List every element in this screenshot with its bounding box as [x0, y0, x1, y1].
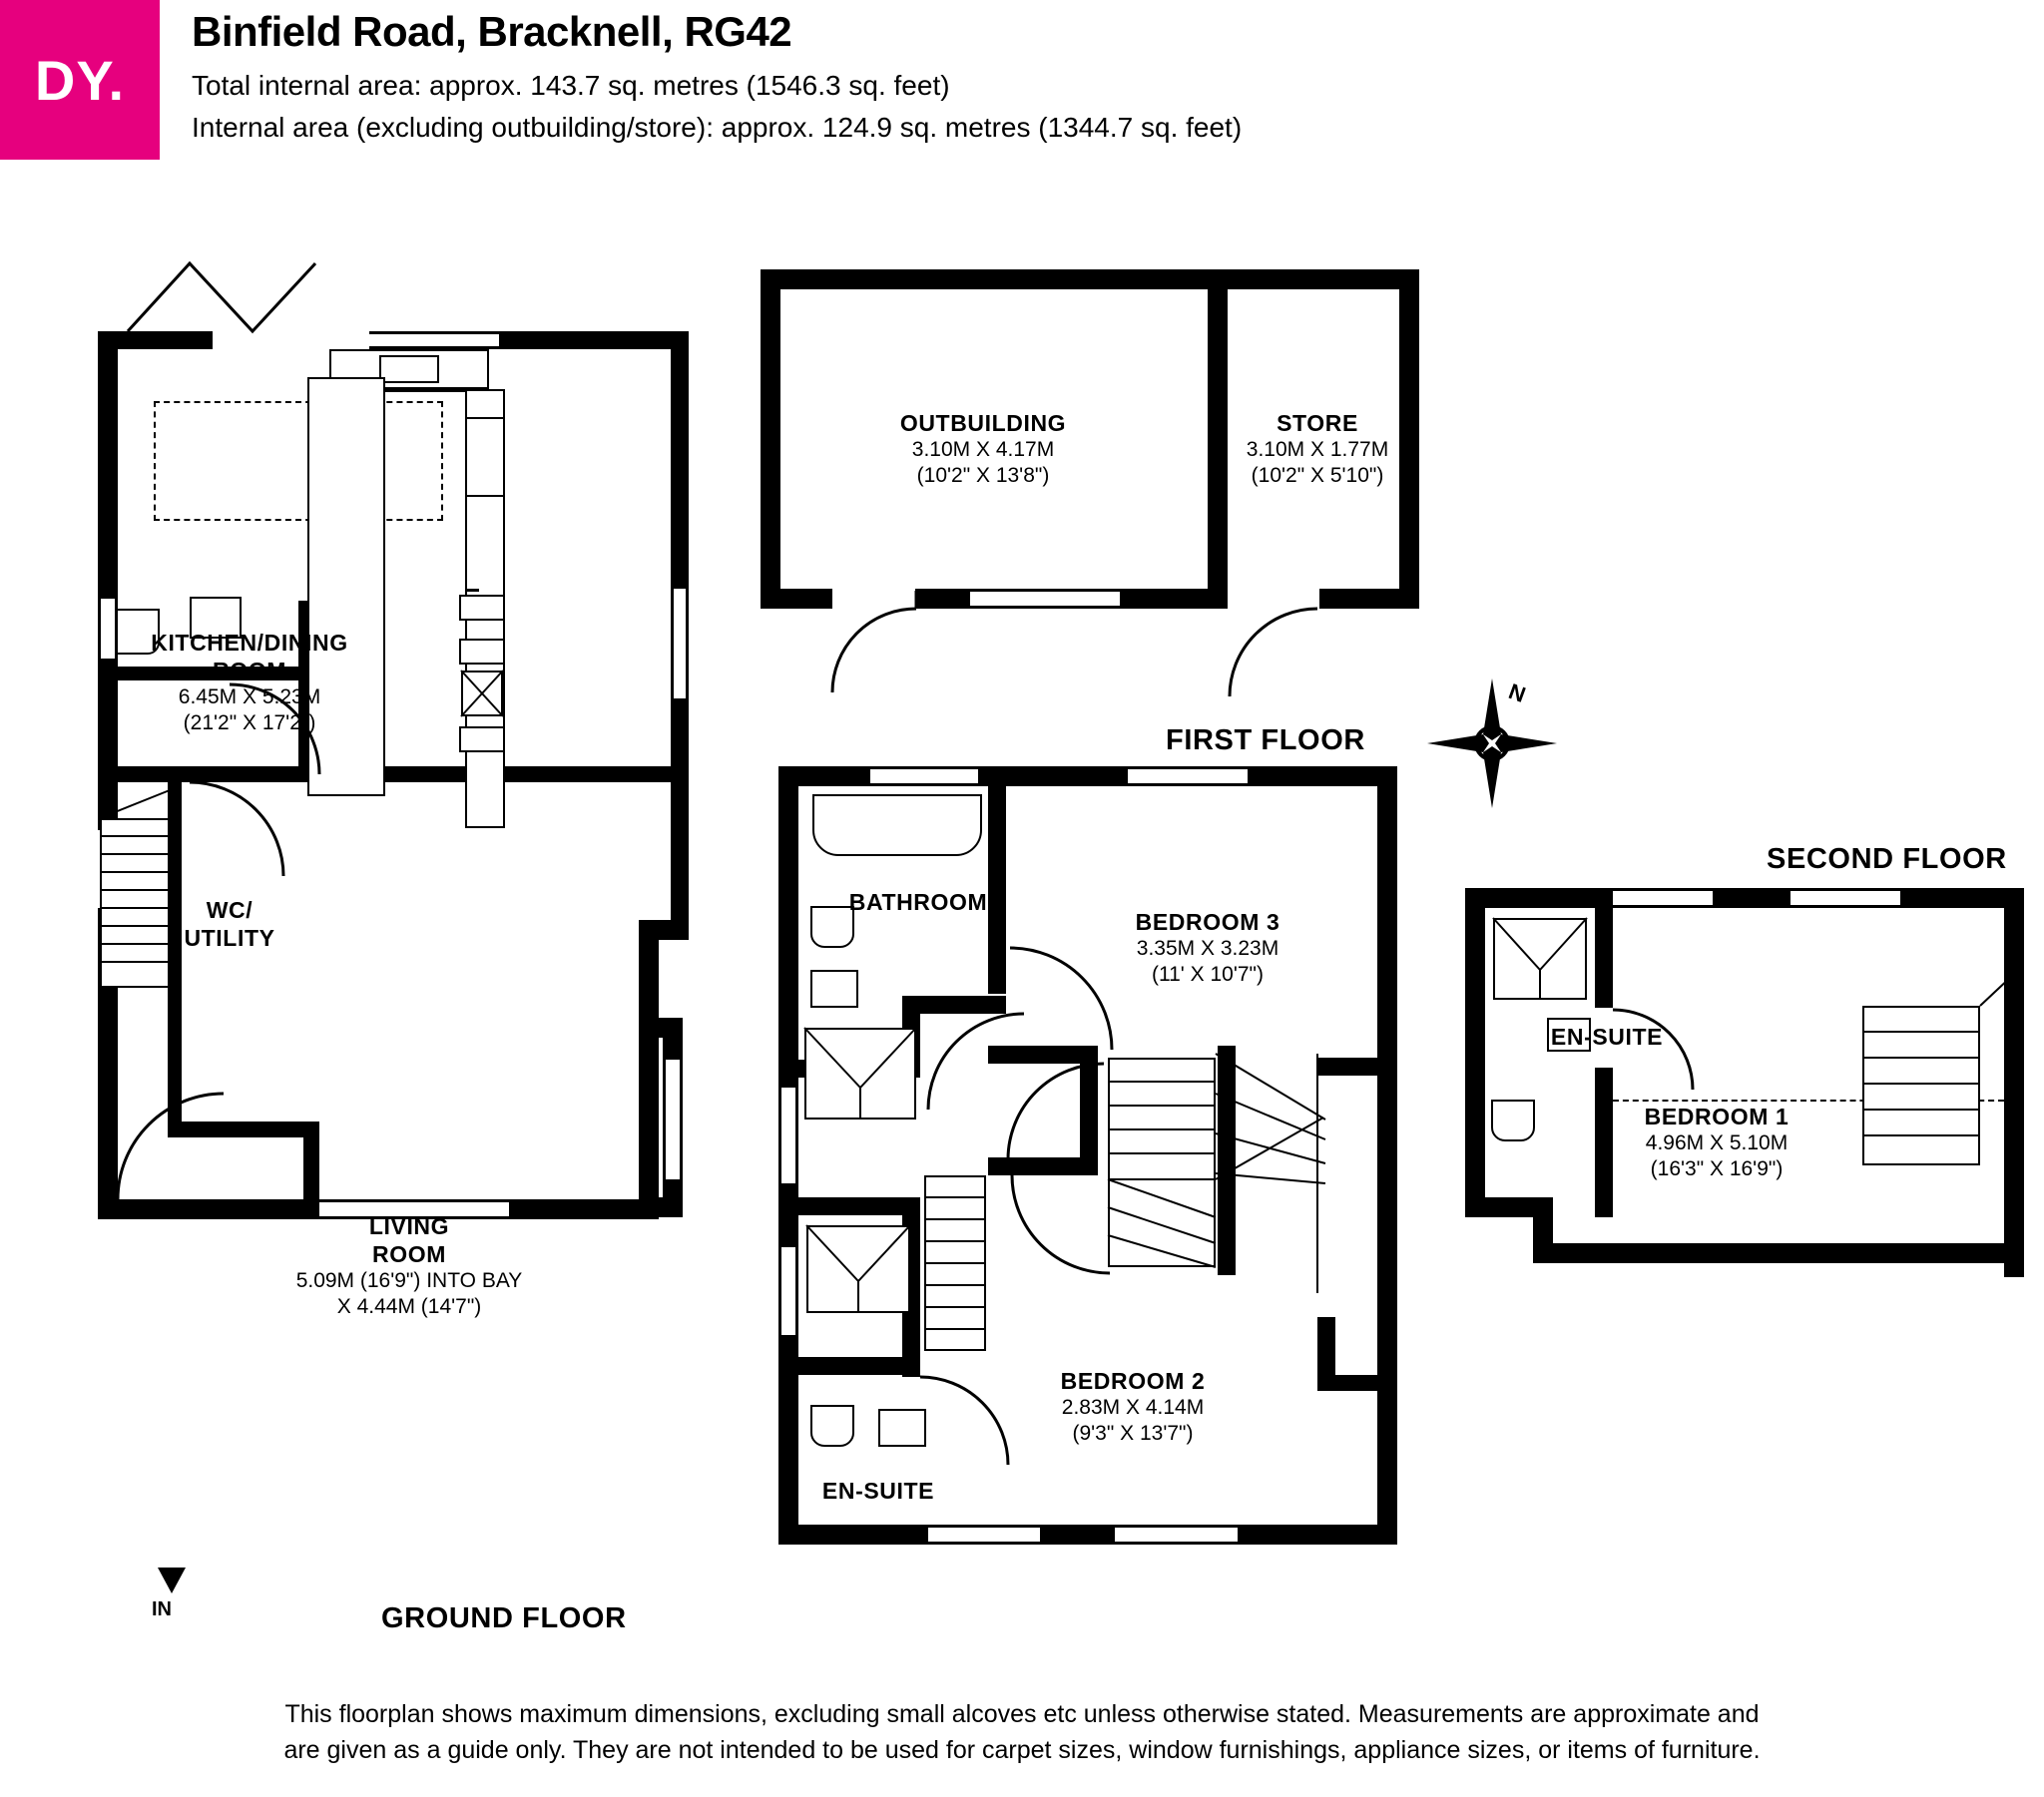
compass-north-label: N	[1505, 678, 1529, 707]
first-floor-stairs-treads	[1108, 1058, 1216, 1267]
room-label-kitchen	[100, 629, 399, 735]
kitchen-imperial: (21'2" X 17'2")	[183, 710, 316, 734]
total-area-text: Total internal area: approx. 143.7 sq. metres (1546.3 sq. feet)	[192, 70, 950, 101]
wall-outb-bottom-3	[1120, 589, 1228, 609]
wall-outb-bottom-4	[1319, 589, 1419, 609]
entry-label: IN	[152, 1598, 172, 1620]
bedroom1-metric: 4.96M X 5.10M	[1645, 1131, 1788, 1155]
first-floor-label: FIRST FLOOR	[1166, 724, 1365, 756]
wall-bedroom2-right2	[1317, 1375, 1379, 1391]
hall-step-1	[459, 595, 505, 621]
store-name: STORE	[1277, 410, 1358, 436]
outbuilding-name: OUTBUILDING	[899, 410, 1067, 436]
bathroom-bath	[812, 794, 982, 856]
room-label-bedroom2	[983, 1367, 1282, 1446]
entry-arrow-icon	[158, 1562, 186, 1595]
room-label-wc-utility	[150, 896, 309, 952]
window-living-side	[663, 1060, 683, 1179]
room-label-ensuite-first	[768, 1477, 988, 1505]
room-label-bedroom1	[1537, 1103, 1896, 1181]
bedroom1-name: BEDROOM 1	[1644, 1104, 1789, 1129]
understairs-cross	[461, 671, 503, 716]
wall-living-top	[371, 766, 671, 782]
bedroom3-metric: 3.35M X 3.23M	[1136, 937, 1279, 961]
window-kitchen-rear	[369, 331, 499, 349]
internal-area-text: Internal area (excluding outbuilding/store): approx. 124.9 sq. metres (1344.7 sq. feet)	[192, 112, 1243, 143]
wall-ff-bottom-3	[1238, 1525, 1397, 1545]
wall-stair-partition	[168, 782, 182, 992]
door-hall-living	[190, 782, 285, 878]
second-floor-label: SECOND FLOOR	[1767, 843, 2007, 875]
door-outbuilding	[832, 609, 922, 698]
window-bedroom1-rear-a	[1603, 888, 1713, 908]
bathroom-basin	[810, 970, 858, 1008]
brand-logo-text: DY.	[34, 48, 126, 112]
bedroom3-name: BEDROOM 3	[1135, 909, 1280, 935]
wall-sf-ensuite-right	[1595, 888, 1613, 1008]
window-bedroom2-front-b	[1115, 1525, 1238, 1545]
wall-living-left2	[303, 1122, 319, 1219]
door-landing	[1008, 1064, 1108, 1163]
store-imperial: (10'2" X 5'10")	[1251, 463, 1384, 487]
window-kitchen-side	[671, 589, 689, 698]
ensuite-second-name: EN-SUITE	[1550, 1024, 1664, 1050]
kitchen-name-2: ROOM	[213, 658, 286, 684]
kitchen-name-1: KITCHEN/DINING	[151, 630, 348, 656]
page-title: Binfield Road, Bracknell, RG42	[192, 8, 792, 55]
wall-ff-bottom-1	[778, 1525, 928, 1545]
room-label-ensuite-second	[1497, 1023, 1717, 1051]
wall-ff-top-right	[1248, 766, 1397, 786]
hall-step-2	[459, 639, 505, 665]
first-floor-stairs-winder	[1216, 1054, 1377, 1293]
kitchen-hob	[465, 417, 505, 497]
bedroom2-metric: 2.83M X 4.14M	[1061, 1396, 1205, 1420]
wall-sf-top-mid	[1713, 888, 1790, 908]
wall-bathroom-right	[988, 766, 1006, 994]
living-imperial: X 4.44M (14'7")	[336, 1294, 482, 1318]
window-bedroom3-rear	[1128, 766, 1248, 786]
bathroom-name: BATHROOM	[848, 889, 988, 915]
wall-outb-left	[761, 269, 780, 609]
wall-sf-bottom-right-step	[1964, 1243, 2024, 1263]
kitchen-island-dashed	[154, 401, 443, 521]
living-metric: 5.09M (16'9") INTO BAY	[295, 1269, 523, 1293]
bifold-doors-rear	[128, 249, 337, 339]
wall-sf-right	[2004, 888, 2024, 1277]
outbuilding-metric: 3.10M X 4.17M	[911, 438, 1055, 462]
compass-rose	[1427, 678, 1557, 808]
window-outbuilding	[970, 589, 1120, 609]
disclaimer-line-2: are given as a guide only. They are not intended to be used for carpet sizes, window furnishings, appliance sizes, or items of furniture.	[283, 1736, 1761, 1765]
outbuilding-imperial: (10'2" X 13'8")	[916, 463, 1050, 487]
ensuite-first-name: EN-SUITE	[821, 1478, 935, 1504]
wall-ff-right	[1377, 766, 1397, 1545]
wall-ground-left	[98, 331, 118, 830]
living-name-2: ROOM	[372, 1241, 446, 1268]
kitchen-metric: 6.45M X 5.23M	[178, 685, 321, 709]
door-store	[1230, 609, 1321, 700]
room-label-bathroom	[788, 888, 1048, 916]
wc-name-2: UTILITY	[184, 925, 275, 952]
wall-sf-bottom	[1533, 1243, 2006, 1263]
wc-name-1: WC/	[206, 897, 254, 923]
wall-ground-right-lower	[639, 920, 659, 1219]
window-ensuite-side	[778, 1247, 798, 1335]
wall-ff-bottom-2	[1040, 1525, 1115, 1545]
wall-bedroom2-right	[1317, 1317, 1335, 1377]
hall-line-1	[465, 589, 479, 592]
kitchen-sink	[379, 355, 439, 383]
room-label-store	[1198, 409, 1437, 488]
brand-logo	[0, 0, 160, 160]
wall-outb-top	[761, 269, 1419, 289]
room-label-bedroom3	[1058, 908, 1357, 987]
bathroom-shower-lines	[804, 1028, 916, 1120]
door-front	[118, 1094, 238, 1203]
window-bedroom2-front-a	[928, 1525, 1040, 1545]
window-bedroom1-rear-b	[1790, 888, 1900, 908]
disclaimer-line-1: This floorplan shows maximum dimensions, excluding small alcoves etc unless otherwise stated. Measurements are approximate and	[284, 1700, 1760, 1728]
bedroom2-imperial: (9'3" X 13'7")	[1072, 1421, 1194, 1445]
ensuite-toilet	[810, 1405, 854, 1447]
sf-ensuite-shower-lines	[1493, 918, 1587, 1000]
window-landing-side	[778, 1088, 798, 1183]
door-bedroom2	[1012, 1175, 1112, 1275]
hall-step-3	[459, 726, 505, 752]
landing-stairs-down-treads	[924, 1175, 986, 1351]
store-metric: 3.10M X 1.77M	[1246, 438, 1389, 462]
room-label-outbuilding	[818, 409, 1148, 488]
wall-ensuite-bottom	[796, 1357, 920, 1375]
ground-floor-plan	[80, 249, 719, 1347]
ground-floor-label: GROUND FLOOR	[381, 1602, 627, 1634]
room-label-living	[230, 1212, 589, 1319]
bedroom1-imperial: (16'3" X 16'9")	[1650, 1156, 1784, 1180]
ensuite-shower-lines	[806, 1225, 910, 1313]
sf-ensuite-toilet	[1491, 1100, 1535, 1141]
bedroom2-name: BEDROOM 2	[1060, 1368, 1206, 1394]
wall-outb-bottom-2	[915, 589, 970, 609]
ensuite-basin	[878, 1409, 926, 1447]
living-name-1: LIVING	[368, 1213, 450, 1239]
wall-outb-bottom-1	[761, 589, 832, 609]
wall-sf-top-left	[1465, 888, 1603, 908]
wall-sf-left	[1465, 888, 1485, 1217]
disclaimer	[0, 1696, 2044, 1769]
bedroom3-imperial: (11' X 10'7")	[1152, 962, 1264, 986]
wall-bedroom2-left	[796, 1197, 916, 1215]
window-bathroom-rear	[870, 766, 978, 786]
